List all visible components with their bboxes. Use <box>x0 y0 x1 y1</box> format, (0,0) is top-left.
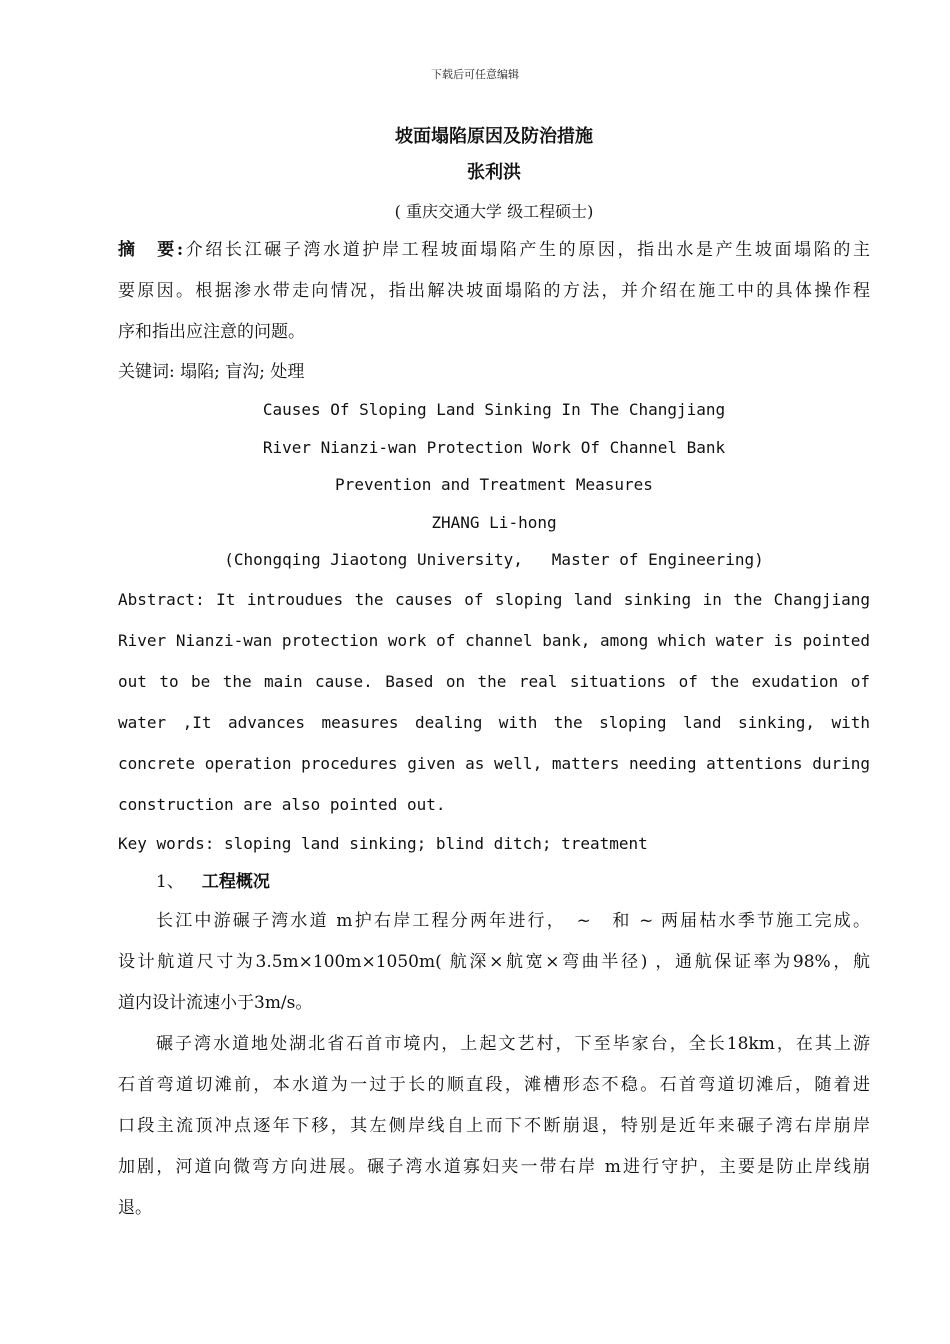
english-title-line: River Nianzi-wan Protection Work Of Channel Bank <box>262 437 726 457</box>
body-paragraph <box>118 901 870 1024</box>
english-abstract-line: concrete operation procedures given as well, matters needing attentions during <box>118 753 870 773</box>
english-abstract-line: water ,It advances measures dealing with the sloping land sinking, with <box>118 712 870 732</box>
section-title: 工程概况 <box>201 871 270 892</box>
paragraph-line: 加剧，河道向微弯方向进展。碾子湾水道寡妇夹一带右岸 m进行守护，主要是防止岸线崩 <box>118 1156 870 1177</box>
english-abstract-line: out to be the main cause. Based on the real situations of the exudation of <box>118 671 870 691</box>
download-note: 下载后可任意编辑 <box>431 68 519 81</box>
english-abstract-line: construction are also pointed out. <box>118 794 446 814</box>
chinese-title: 坡面塌陷原因及防治措施 <box>395 126 593 147</box>
paragraph-line: 设计航道尺寸为3.5m×100m×1050m( 航深×航宽×弯曲半径) ，通航保证率为98%，航 <box>118 951 870 972</box>
english-author: ZHANG Li-hong <box>431 512 557 532</box>
chinese-affiliation: ( 重庆交通大学 级工程硕士) <box>394 202 594 221</box>
chinese-author: 张利洪 <box>467 162 521 183</box>
paragraph-line: 长江中游碾子湾水道 m护右岸工程分两年进行， ~ 和 ~ 两届枯水季节施工完成。 <box>156 910 870 931</box>
paragraph-line: 碾子湾水道地处湖北省石首市境内，上起文艺村，下至毕家台，全长18km，在其上游 <box>156 1033 870 1054</box>
abstract-line: 介绍长江碾子湾水道护岸工程坡面塌陷产生的原因，指出水是产生坡面塌陷的主 <box>183 240 871 260</box>
english-keywords: Key words: sloping land sinking; blind ditch; treatment <box>118 833 648 853</box>
paragraph-line: 退。 <box>118 1197 152 1218</box>
paragraph-line: 道内设计流速小于3m/s。 <box>118 992 313 1013</box>
english-title <box>118 391 870 504</box>
english-title-line: Prevention and Treatment Measures <box>335 475 653 494</box>
english-abstract <box>118 579 870 825</box>
body-paragraph <box>118 1024 870 1229</box>
english-abstract-line: Abstract: It introudues the causes of sloping land sinking in the Changjiang <box>118 589 870 609</box>
chinese-abstract <box>118 230 870 353</box>
abstract-label: 摘 要 <box>118 240 177 260</box>
section-number: 1、 <box>156 871 184 892</box>
paragraph-line: 石首弯道切滩前，本水道为一过于长的顺直段，滩槽形态不稳。石首弯道切滩后，随着进 <box>118 1074 870 1095</box>
section-heading <box>118 863 870 901</box>
document-content <box>118 122 870 1229</box>
english-abstract-line: River Nianzi-wan protection work of channel bank, among which water is pointed <box>118 630 870 650</box>
abstract-colon: : <box>176 240 184 260</box>
paragraph-line: 口段主流顶冲点逐年下移，其左侧岸线自上而下不断崩退，特别是近年来碾子湾右岸崩岸 <box>118 1115 870 1136</box>
abstract-line: 要原因。根据渗水带走向情况，指出解决坡面塌陷的方法，并介绍在施工中的具体操作程 <box>118 281 870 301</box>
abstract-line: 序和指出应注意的问题。 <box>118 322 305 342</box>
chinese-keywords: 关键词: 塌陷; 盲沟; 处理 <box>118 362 305 382</box>
english-affiliation: (Chongqing Jiaotong University, Master of Engineering) <box>224 550 764 569</box>
english-title-line: Causes Of Sloping Land Sinking In The Changjiang <box>262 400 726 419</box>
